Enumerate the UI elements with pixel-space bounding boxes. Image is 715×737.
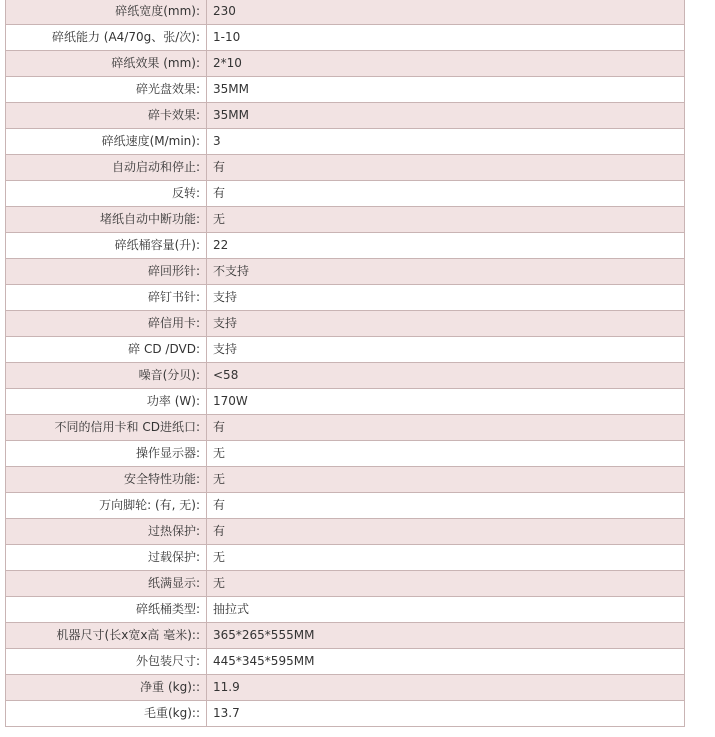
spec-label: 纸满显示: [6, 571, 207, 597]
spec-label: 碎纸能力 (A4/70g、张/次): [6, 25, 207, 51]
spec-row [6, 467, 685, 493]
spec-value: 无 [207, 441, 685, 467]
spec-row [6, 259, 685, 285]
spec-value: 3 [207, 129, 685, 155]
spec-label: 毛重(kg):: [6, 701, 207, 727]
spec-label: 碎回形针: [6, 259, 207, 285]
spec-row [6, 51, 685, 77]
spec-label: 碎纸桶容量(升): [6, 233, 207, 259]
spec-label: 碎纸速度(M/min): [6, 129, 207, 155]
spec-label: 操作显示器: [6, 441, 207, 467]
spec-row [6, 571, 685, 597]
spec-label: 外包装尺寸: [6, 649, 207, 675]
spec-label: 碎卡效果: [6, 103, 207, 129]
spec-label: 碎纸效果 (mm): [6, 51, 207, 77]
spec-value: 无 [207, 571, 685, 597]
spec-label: 不同的信用卡和 CD进纸口: [6, 415, 207, 441]
spec-row [6, 207, 685, 233]
spec-label: 过载保护: [6, 545, 207, 571]
spec-row [6, 311, 685, 337]
spec-row [6, 181, 685, 207]
spec-label: 净重 (kg):: [6, 675, 207, 701]
spec-value: 170W [207, 389, 685, 415]
spec-value: 1-10 [207, 25, 685, 51]
spec-value: 不支持 [207, 259, 685, 285]
spec-row [6, 363, 685, 389]
spec-row [6, 493, 685, 519]
spec-row [6, 389, 685, 415]
spec-label: 碎 CD /DVD: [6, 337, 207, 363]
spec-row [6, 0, 685, 25]
spec-value: 11.9 [207, 675, 685, 701]
spec-row [6, 155, 685, 181]
spec-value: 35MM [207, 103, 685, 129]
spec-value: 有 [207, 493, 685, 519]
spec-value: 22 [207, 233, 685, 259]
spec-row [6, 545, 685, 571]
spec-row [6, 233, 685, 259]
spec-row [6, 415, 685, 441]
spec-value: 支持 [207, 311, 685, 337]
spec-row [6, 337, 685, 363]
spec-label: 反转: [6, 181, 207, 207]
spec-row [6, 285, 685, 311]
spec-table-body [6, 0, 685, 727]
spec-value: 无 [207, 207, 685, 233]
spec-label: 过热保护: [6, 519, 207, 545]
spec-label: 自动启动和停止: [6, 155, 207, 181]
spec-label: 功率 (W): [6, 389, 207, 415]
spec-row [6, 675, 685, 701]
spec-label: 万向脚轮: (有, 无): [6, 493, 207, 519]
spec-row [6, 701, 685, 727]
spec-value: 支持 [207, 285, 685, 311]
spec-value: 无 [207, 467, 685, 493]
spec-row [6, 25, 685, 51]
spec-value: <58 [207, 363, 685, 389]
spec-row [6, 649, 685, 675]
spec-row [6, 129, 685, 155]
spec-value: 230 [207, 0, 685, 25]
spec-value: 有 [207, 415, 685, 441]
spec-value: 有 [207, 181, 685, 207]
spec-value: 13.7 [207, 701, 685, 727]
spec-value: 无 [207, 545, 685, 571]
spec-label: 碎信用卡: [6, 311, 207, 337]
spec-label: 碎纸桶类型: [6, 597, 207, 623]
spec-label: 噪音(分贝): [6, 363, 207, 389]
spec-label: 安全特性功能: [6, 467, 207, 493]
spec-value: 有 [207, 155, 685, 181]
spec-value: 有 [207, 519, 685, 545]
spec-row [6, 519, 685, 545]
spec-value: 445*345*595MM [207, 649, 685, 675]
spec-row [6, 77, 685, 103]
spec-row [6, 597, 685, 623]
spec-row [6, 441, 685, 467]
spec-label: 碎光盘效果: [6, 77, 207, 103]
spec-value: 365*265*555MM [207, 623, 685, 649]
spec-label: 机器尺寸(长x宽x高 毫米):: [6, 623, 207, 649]
spec-value: 抽拉式 [207, 597, 685, 623]
spec-row [6, 103, 685, 129]
spec-table [5, 0, 685, 727]
spec-value: 支持 [207, 337, 685, 363]
spec-label: 堵纸自动中断功能: [6, 207, 207, 233]
spec-label: 碎纸宽度(mm): [6, 0, 207, 25]
spec-label: 碎钉书针: [6, 285, 207, 311]
spec-value: 35MM [207, 77, 685, 103]
spec-value: 2*10 [207, 51, 685, 77]
spec-row [6, 623, 685, 649]
